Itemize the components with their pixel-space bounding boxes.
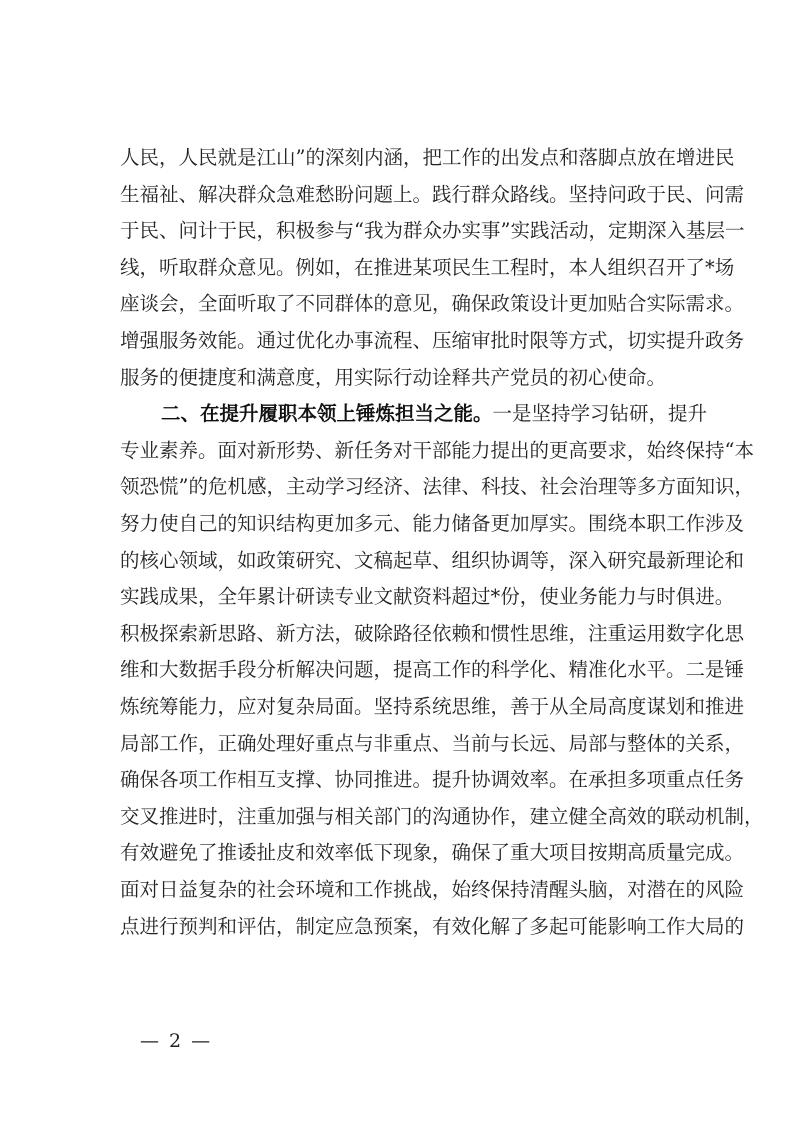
text-line: 实践成果，全年累计研读专业文献资料超过*份，使业务能力与时俱进。 bbox=[120, 585, 735, 609]
text-line: 线，听取群众意见。例如，在推进某项民生工程时，本人组织召开了*场 bbox=[120, 255, 735, 279]
text-line: 面对日益复杂的社会环境和工作挑战，始终保持清醒头脑，对潜在的风险 bbox=[120, 878, 745, 901]
text-line: 点进行预判和评估，制定应急预案，有效化解了多起可能影响工作大局的 bbox=[120, 914, 745, 938]
text-line: 交叉推进时，注重加强与相关部门的沟通协作，建立健全高效的联动机制， bbox=[120, 804, 764, 828]
text-line: 努力使自己的知识结构更加多元、能力储备更加厚实。围绕本职工作涉及 bbox=[120, 512, 745, 535]
text-line: 座谈会，全面听取了不同群体的意见，确保政策设计更加贴合实际需求。 bbox=[120, 292, 745, 316]
text-line: 于民、问计于民，积极参与“我为群众办实事”实践活动，定期深入基层一 bbox=[120, 219, 745, 243]
text-line: 有效避免了推诿扯皮和效率低下现象，确保了重大项目按期高质量完成。 bbox=[120, 841, 745, 865]
text-line: 局部工作，正确处理好重点与非重点、当前与长远、局部与整体的关系， bbox=[120, 731, 745, 755]
text-line: 的核心领域，如政策研究、文稿起草、组织协调等，深入研究最新理论和 bbox=[120, 548, 745, 572]
text-line: 炼统筹能力，应对复杂局面。坚持系统思维，善于从全局高度谋划和推进 bbox=[120, 695, 745, 718]
section-heading-line bbox=[161, 402, 708, 426]
text-line: 生福祉、解决群众急难愁盼问题上。践行群众路线。坚持问政于民、问需 bbox=[120, 182, 745, 206]
text-line: 确保各项工作相互支撑、协同推进。提升协调效率。在承担多项重点任务 bbox=[120, 768, 745, 792]
page-number: — 2 — bbox=[140, 1030, 213, 1052]
text-line: 专业素养。面对新形势、新任务对干部能力提出的更高要求，始终保持“本 bbox=[120, 438, 754, 462]
section-heading-tail: 一是坚持学习钻研，提升 bbox=[492, 402, 708, 426]
text-line: 维和大数据手段分析解决问题，提高工作的科学化、精准化水平。二是锤 bbox=[120, 658, 745, 682]
text-line: 积极探索新思路、新方法，破除路径依赖和惯性思维，注重运用数字化思 bbox=[120, 621, 745, 645]
text-line: 服务的便捷度和满意度，用实际行动诠释共产党员的初心使命。 bbox=[120, 365, 667, 389]
text-line: 领恐慌”的危机感，主动学习经济、法律、科技、社会治理等多方面知识， bbox=[120, 475, 754, 499]
section-heading: 二、在提升履职本领上锤炼担当之能。 bbox=[161, 402, 493, 426]
text-line: 人民，人民就是江山”的深刻内涵，把工作的出发点和落脚点放在增进民 bbox=[120, 146, 735, 169]
text-line: 增强服务效能。通过优化办事流程、压缩审批时限等方式，切实提升政务 bbox=[120, 329, 745, 352]
